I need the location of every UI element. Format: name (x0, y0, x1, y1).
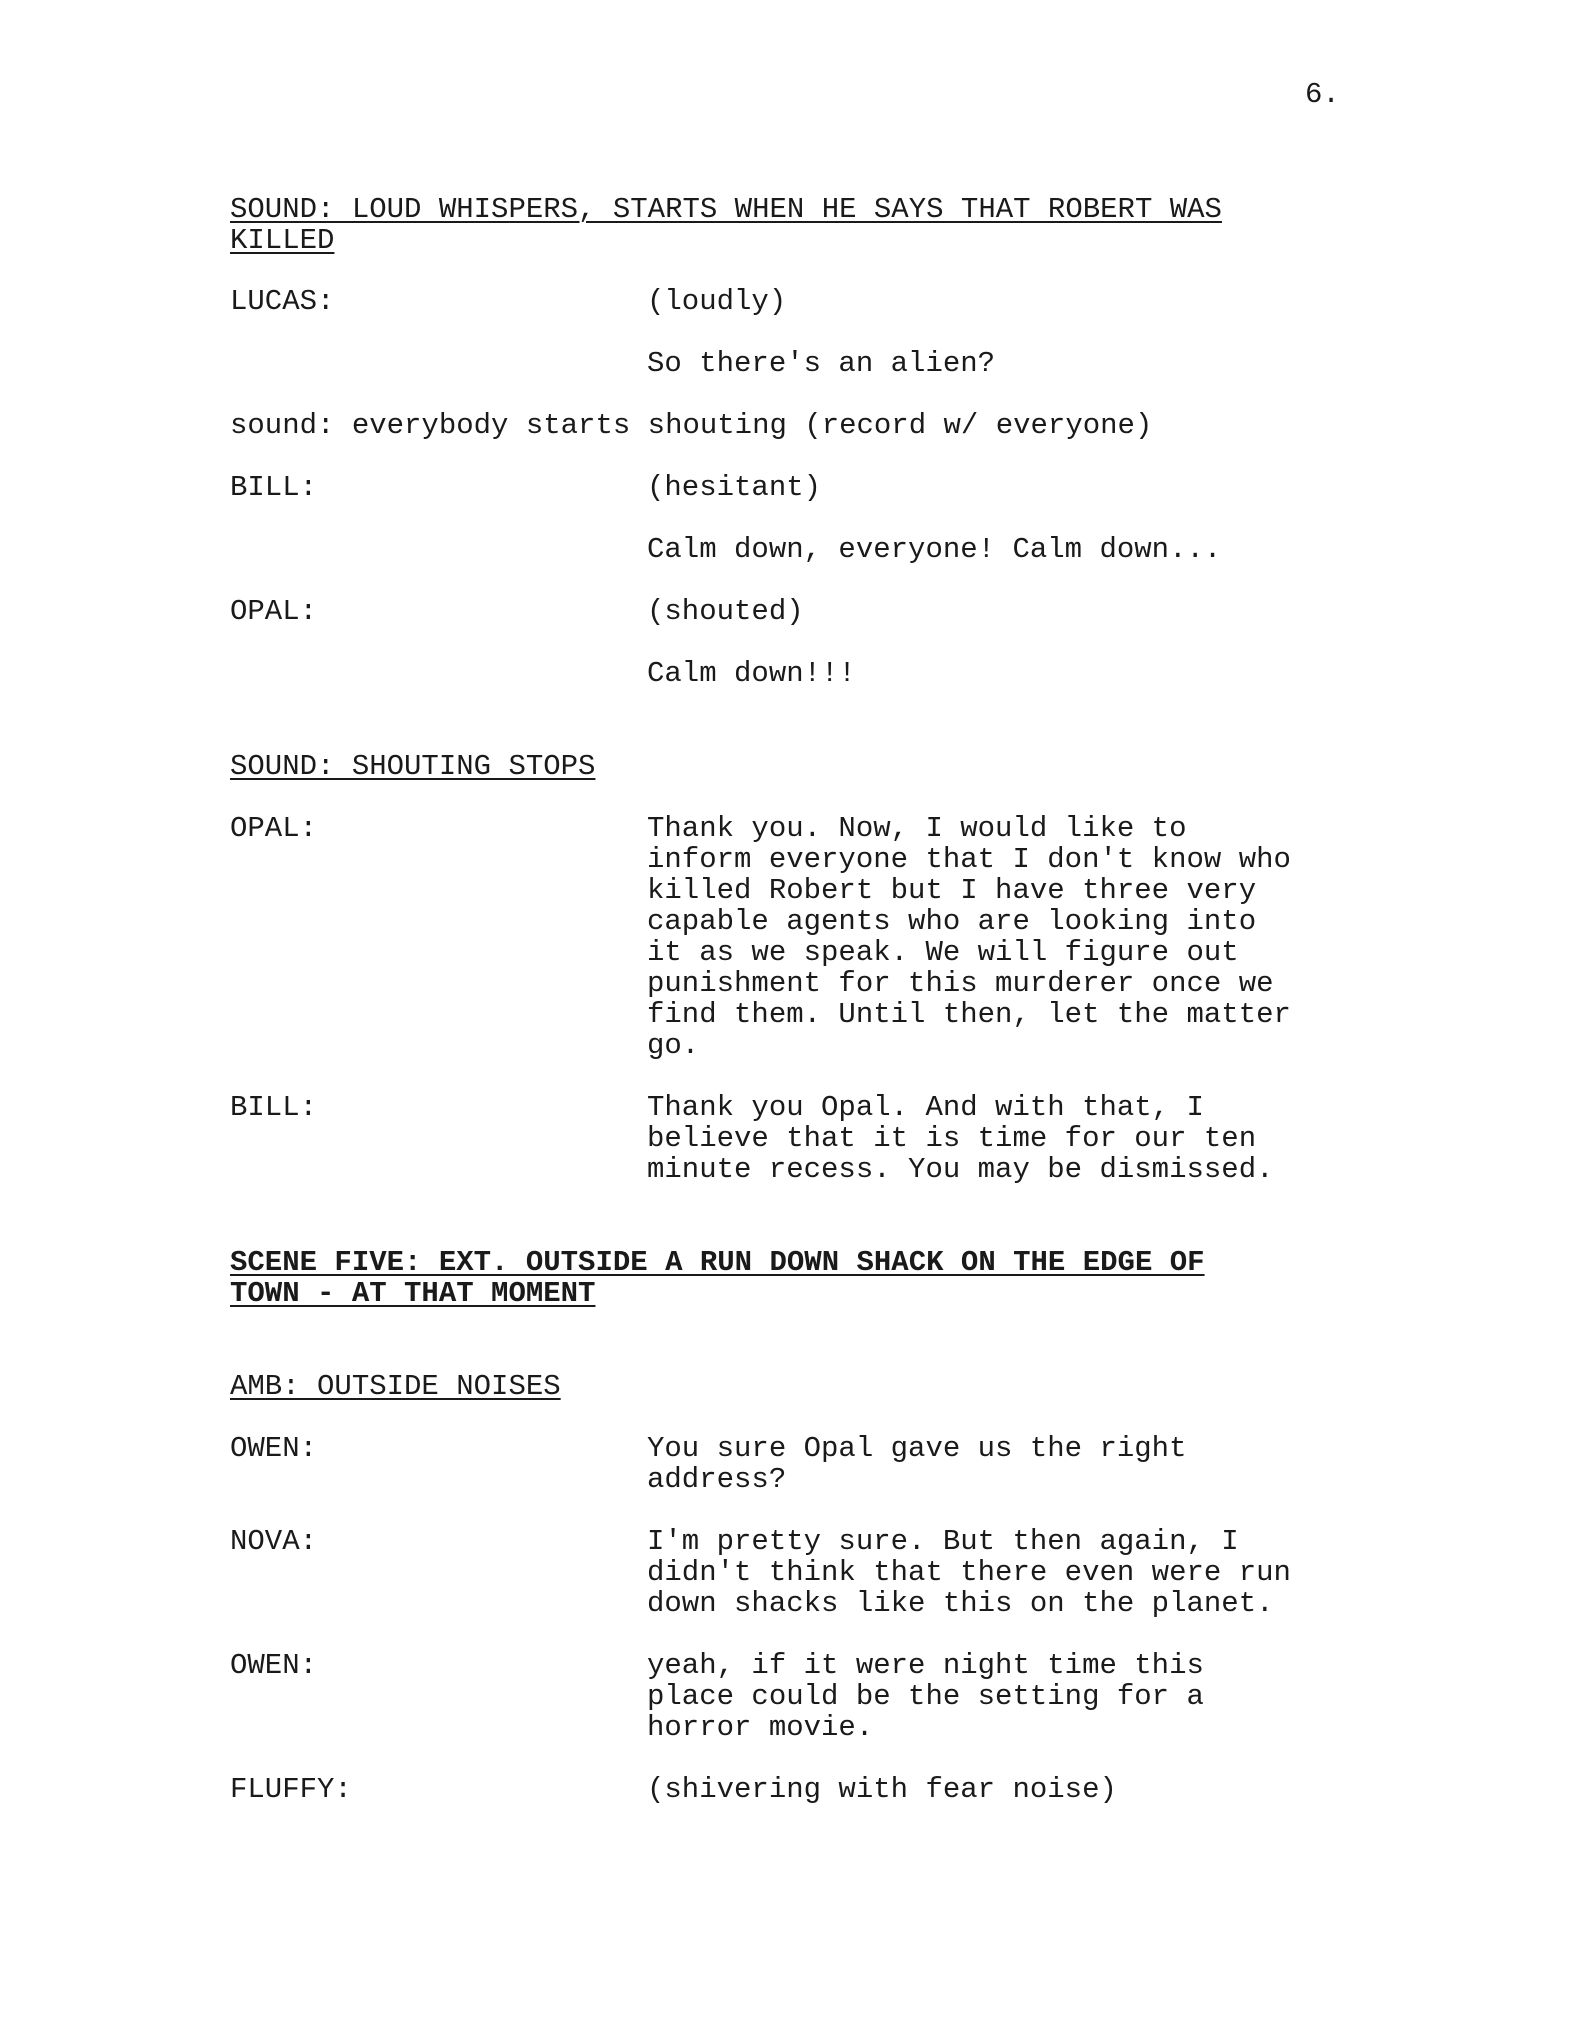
sound-cue-shouting: sound: everybody starts shouting (record w/ everyone) (230, 409, 1153, 442)
scene-heading: SCENE FIVE: EXT. OUTSIDE A RUN DOWN SHACK ON THE EDGE OF TOWN - AT THAT MOMENT (230, 1246, 1205, 1310)
character-bill: BILL: (230, 471, 318, 504)
dialogue-bill: Thank you Opal. And with that, I believe that it is time for our ten minute recess. You may be dismissed. (647, 1091, 1274, 1186)
dialogue-fluffy: (shivering with fear noise) (647, 1773, 1117, 1806)
parenthetical-loudly: (loudly) (647, 285, 787, 318)
character-owen: OWEN: (230, 1649, 318, 1682)
dialogue-lucas: So there's an alien? (647, 347, 996, 380)
character-opal: OPAL: (230, 595, 318, 628)
dialogue-owen: You sure Opal gave us the right address? (647, 1432, 1187, 1496)
page-number: 6. (1305, 78, 1340, 111)
sound-cue-shouting-stops: SOUND: SHOUTING STOPS (230, 750, 596, 783)
dialogue-nova: I'm pretty sure. But then again, I didn't think that there even were run down shacks like this on the planet. (647, 1525, 1291, 1620)
character-nova: NOVA: (230, 1525, 318, 1558)
parenthetical-shouted: (shouted) (647, 595, 804, 628)
character-fluffy: FLUFFY: (230, 1773, 352, 1806)
character-lucas: LUCAS: (230, 285, 335, 318)
dialogue-bill: Calm down, everyone! Calm down... (647, 533, 1222, 566)
dialogue-owen: yeah, if it were night time this place could be the setting for a horror movie. (647, 1649, 1204, 1744)
character-bill: BILL: (230, 1091, 318, 1124)
character-opal: OPAL: (230, 812, 318, 845)
parenthetical-hesitant: (hesitant) (647, 471, 822, 504)
character-owen: OWEN: (230, 1432, 318, 1465)
sound-cue-whispers: SOUND: LOUD WHISPERS, STARTS WHEN HE SAYS THAT ROBERT WAS KILLED (230, 193, 1222, 257)
dialogue-opal: Thank you. Now, I would like to inform everyone that I don't know who killed Robert but I have three very capable agents who are looking into it as we speak. We will figure out punishment for this murderer once we find them. Until then, let the matter go. (647, 812, 1291, 1062)
ambience-cue: AMB: OUTSIDE NOISES (230, 1370, 561, 1403)
dialogue-opal: Calm down!!! (647, 657, 856, 690)
